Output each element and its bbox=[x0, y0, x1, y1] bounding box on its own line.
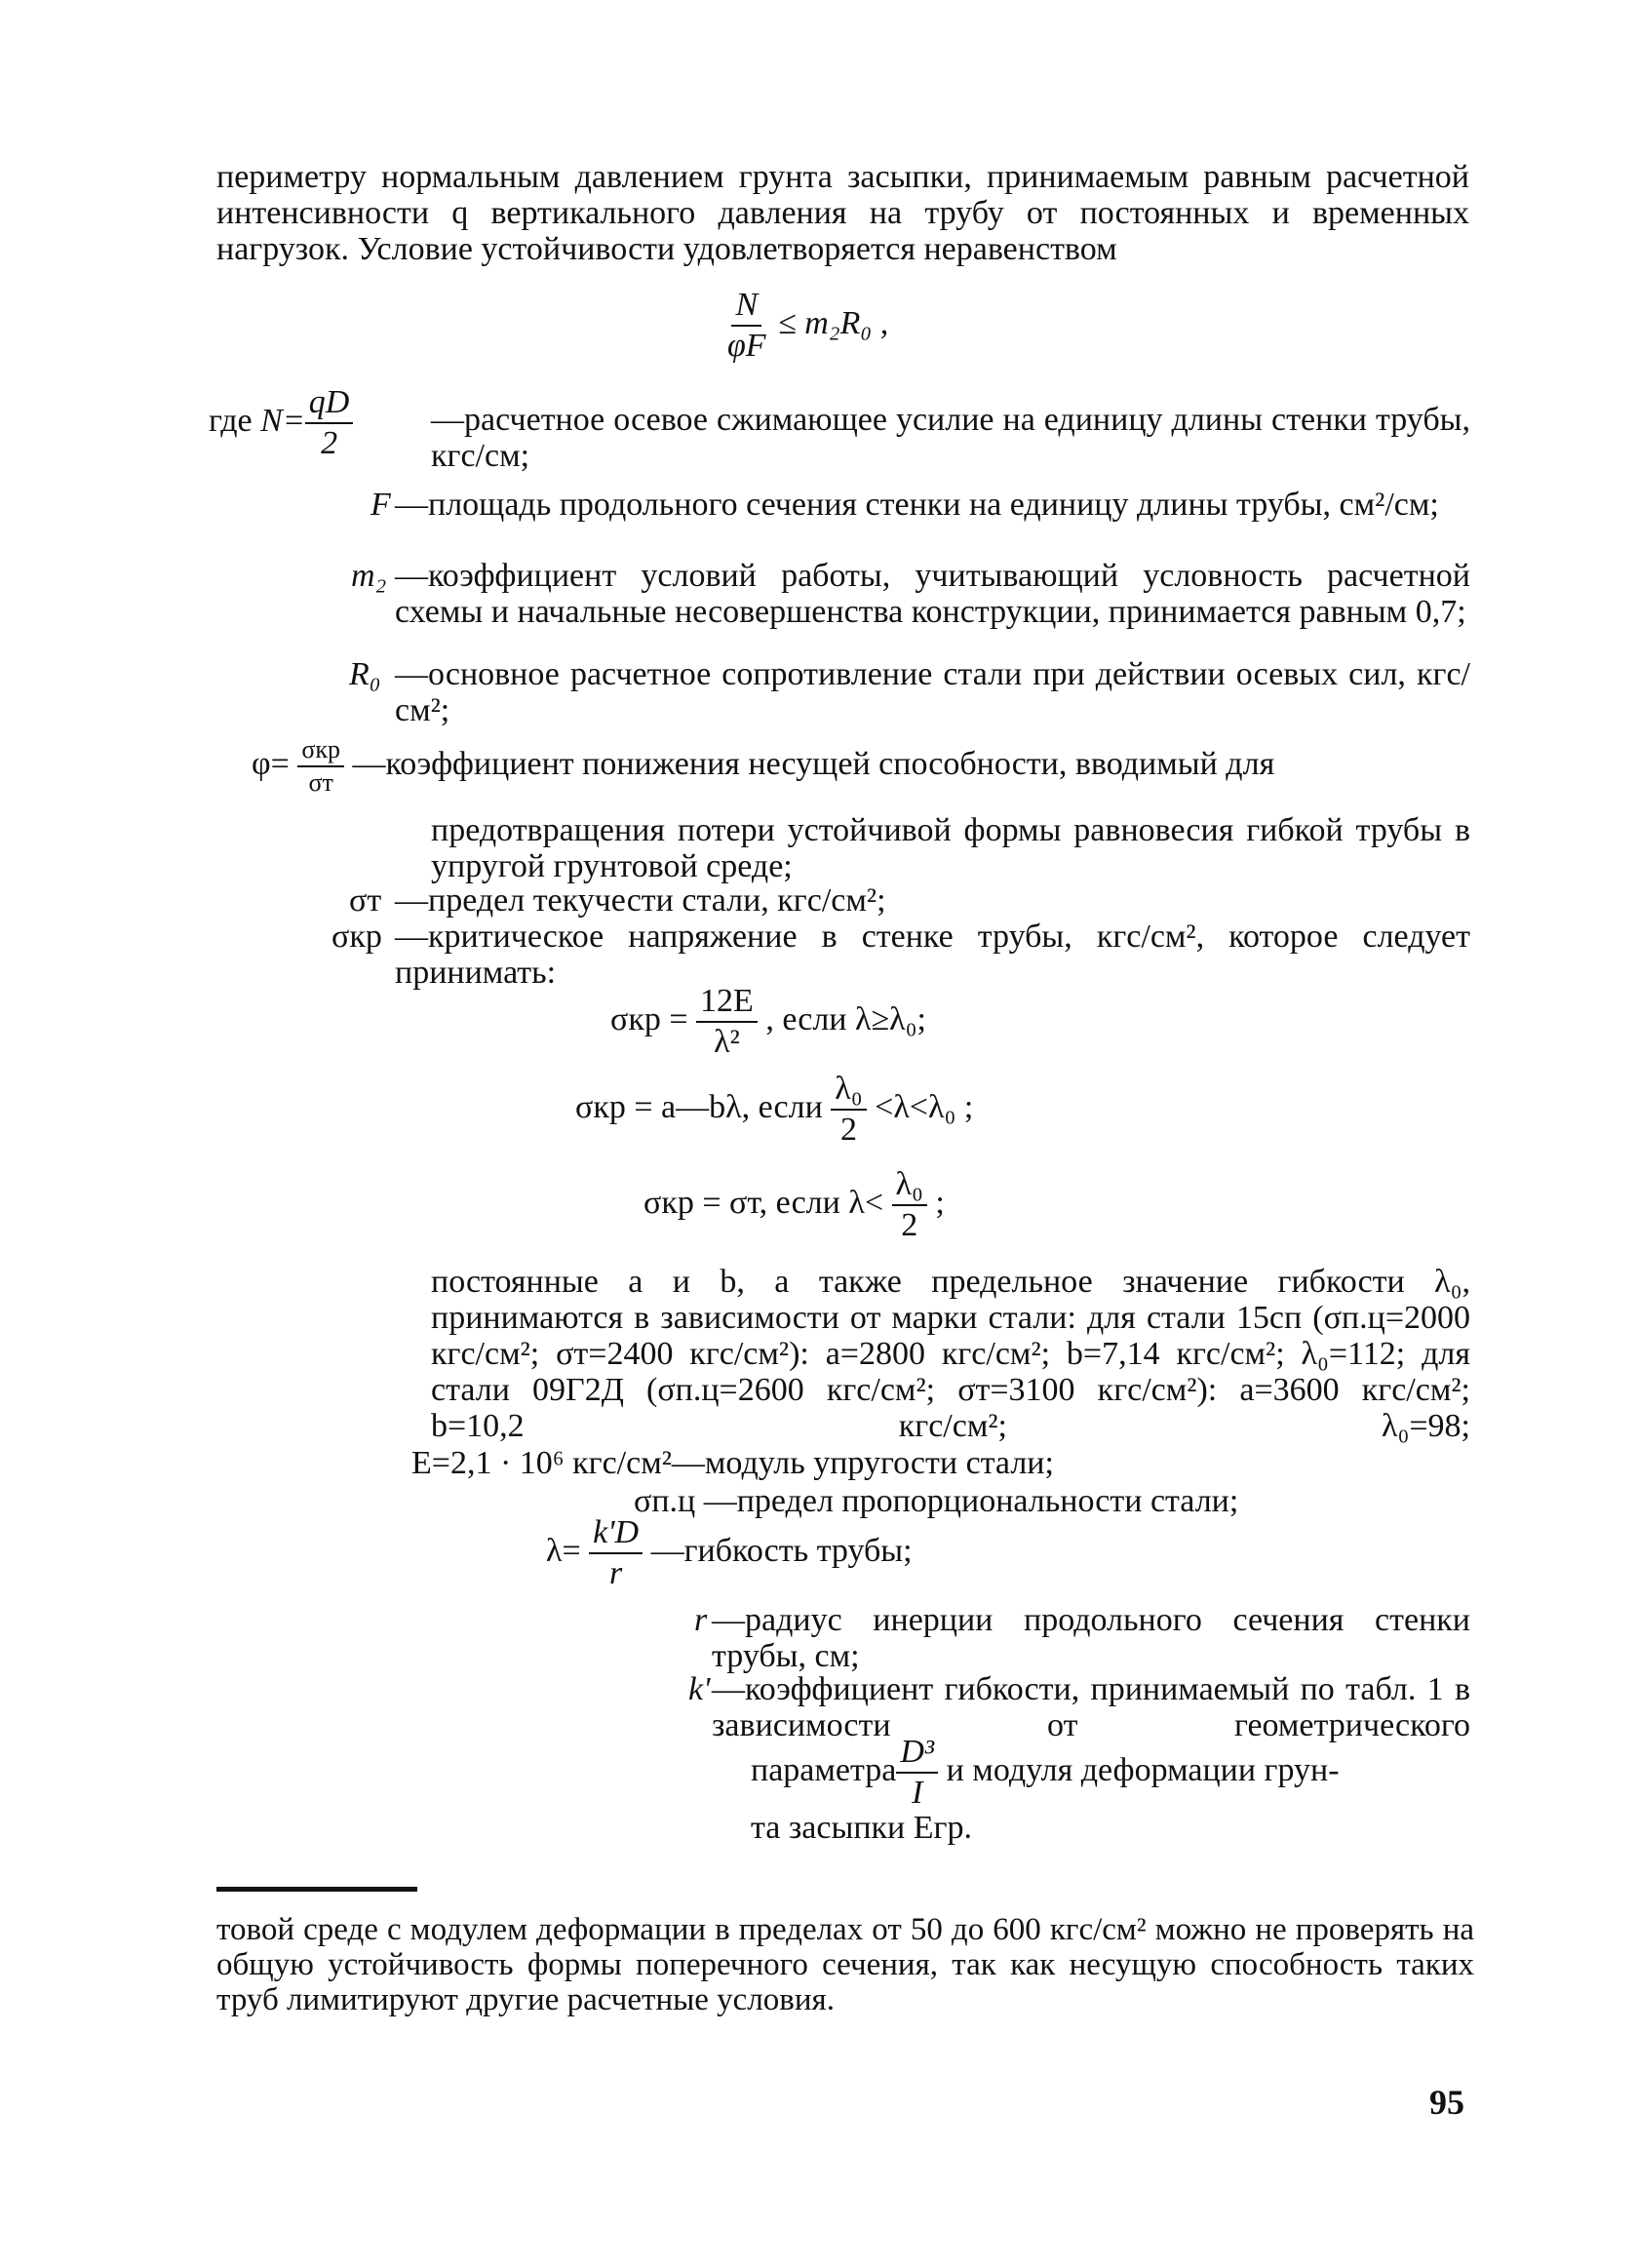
N-symbol: N= bbox=[260, 402, 305, 439]
where-word: где bbox=[209, 402, 253, 439]
E-definition: E=2,1 · 10⁶ кгс/см²—модуль упругости стали; bbox=[411, 1445, 1054, 1481]
N-num: qD bbox=[305, 386, 354, 424]
eq1-den: λ² bbox=[714, 1024, 740, 1060]
N-definition-line1 bbox=[209, 386, 353, 460]
sigma-pc-definition: σп.ц —предел пропорциональности стали; bbox=[634, 1483, 1239, 1519]
page-number: 95 bbox=[1429, 2083, 1464, 2122]
N-fraction bbox=[305, 386, 354, 460]
lambda-definition bbox=[546, 1516, 913, 1590]
lambda-den: r bbox=[609, 1555, 623, 1591]
phi-fraction bbox=[297, 737, 344, 796]
k-parameter-post: и модуля деформации грун- bbox=[946, 1751, 1340, 1788]
m2-symbol: m₂ bbox=[351, 558, 387, 594]
N-definition-text: —расчетное осевое сжимающее усилие на единицу длины стенки трубы, кгс/см; bbox=[431, 402, 1470, 474]
F-definition-text: —площадь продольного сечения стенки на единицу длины трубы, см²/см; bbox=[395, 487, 1439, 523]
eq1-lhs: σкр = bbox=[610, 1000, 688, 1037]
equation-3 bbox=[643, 1168, 945, 1242]
equation-2 bbox=[575, 1073, 973, 1147]
F-symbol: F bbox=[370, 487, 391, 523]
condition-num: N bbox=[731, 289, 761, 327]
phi-definition-line1 bbox=[252, 737, 1274, 796]
k-parameter-word: параметра bbox=[751, 1751, 897, 1788]
intro-paragraph: периметру нормальным давлением грунта засыпки, принимаемым равным расчетной интенсивности q вертикального давления на трубу от постоянных и временных нагрузок. Условие устойчивости удовлетворяется неравенством bbox=[216, 159, 1469, 267]
phi-den: σт bbox=[308, 768, 333, 797]
eq2-condition: <λ<λ₀ ; bbox=[875, 1088, 974, 1125]
phi-text1: —коэффициент понижения несущей способности, вводимый для bbox=[352, 745, 1275, 782]
phi-text2: предотвращения потери устойчивой формы равновесия гибкой трубы в упругой грунтовой среде; bbox=[431, 812, 1470, 884]
geometric-parameter-fraction bbox=[896, 1736, 938, 1810]
k-prime-definition-text: —коэффициент гибкости, принимаемый по табл. 1 в зависимости от геометрического bbox=[712, 1671, 1470, 1743]
footnote: товой среде с модулем деформации в пределах от 50 до 600 кгс/см² можно не проверять на общую устойчивость формы поперечного сечения, так как несущую способность таких труб лимитируют другие расчетные условия. bbox=[216, 1912, 1474, 2017]
phi-symbol: φ= bbox=[252, 745, 290, 782]
lambda-text: —гибкость трубы; bbox=[650, 1532, 913, 1569]
k-prime-last-line: та засыпки Eгр. bbox=[751, 1810, 972, 1846]
eq3-lhs: σкр = σт, если λ< bbox=[643, 1184, 884, 1221]
footnote-rule bbox=[216, 1887, 417, 1892]
equation-1 bbox=[610, 985, 926, 1059]
eq3-fraction bbox=[892, 1168, 927, 1242]
R0-definition-text: —основное расчетное сопротивление стали при действии осевых сил, кгс/см²; bbox=[395, 656, 1470, 728]
stability-condition bbox=[723, 289, 888, 363]
eq3-condition: ; bbox=[935, 1184, 945, 1221]
m2-definition-text: —коэффициент условий работы, учитывающий условность расчетной схемы и начальные несовершенства конструкции, принимается равным 0,7; bbox=[395, 558, 1470, 630]
r-definition-text: —радиус инерции продольного сечения стенки трубы, см; bbox=[712, 1602, 1470, 1674]
lambda-symbol: λ= bbox=[546, 1532, 581, 1569]
R0-symbol: R₀ bbox=[349, 656, 381, 692]
eq3-num: λ₀ bbox=[892, 1168, 927, 1206]
eq3-den: 2 bbox=[901, 1207, 918, 1243]
k-prime-parameter-line bbox=[751, 1736, 1340, 1810]
eq2-lhs: σкр = a—bλ, если bbox=[575, 1088, 823, 1125]
lambda-num: k'D bbox=[589, 1516, 643, 1554]
eq2-fraction bbox=[831, 1073, 866, 1147]
geom-den: I bbox=[912, 1775, 923, 1811]
sigma-kr-definition-text: —критическое напряжение в стенке трубы, кгс/см², которое следует принимать: bbox=[395, 919, 1470, 991]
sigma-kr-symbol: σкр bbox=[331, 919, 382, 955]
eq1-fraction bbox=[696, 985, 758, 1059]
eq1-num: 12E bbox=[696, 985, 758, 1023]
N-den: 2 bbox=[321, 425, 338, 461]
geom-num: D³ bbox=[896, 1736, 938, 1774]
eq2-num: λ₀ bbox=[831, 1073, 866, 1111]
eq2-den: 2 bbox=[839, 1112, 857, 1148]
lambda-fraction bbox=[589, 1516, 643, 1590]
phi-num: σкр bbox=[297, 737, 344, 767]
sigma-t-symbol: σт bbox=[349, 882, 382, 919]
eq1-condition: , если λ≥λ₀; bbox=[765, 1000, 926, 1037]
condition-den: φF bbox=[727, 328, 766, 364]
r-symbol: r bbox=[694, 1602, 708, 1638]
condition-fraction bbox=[723, 289, 770, 363]
k-prime-symbol: k' bbox=[688, 1671, 711, 1707]
constants-paragraph: постоянные a и b, а также предельное значение гибкости λ₀, принимаются в зависимости от марки стали: для стали 15сп (σп.ц=2000 кгс/см²; σт=2400 кгс/см²): a=2800 кгс/см²; b=7,14 кгс/см²; λ₀=112; для стали 09Г2Д (σп.ц=2600 кгс/см²; σт=3100 кгс/см²): a=3600 кгс/см²; b=10,2 кгс/см²; λ₀=98; bbox=[431, 1264, 1470, 1444]
sigma-t-definition-text: —предел текучести стали, кгс/см²; bbox=[395, 882, 886, 919]
condition-rhs: ≤ m₂R₀ , bbox=[778, 304, 889, 341]
